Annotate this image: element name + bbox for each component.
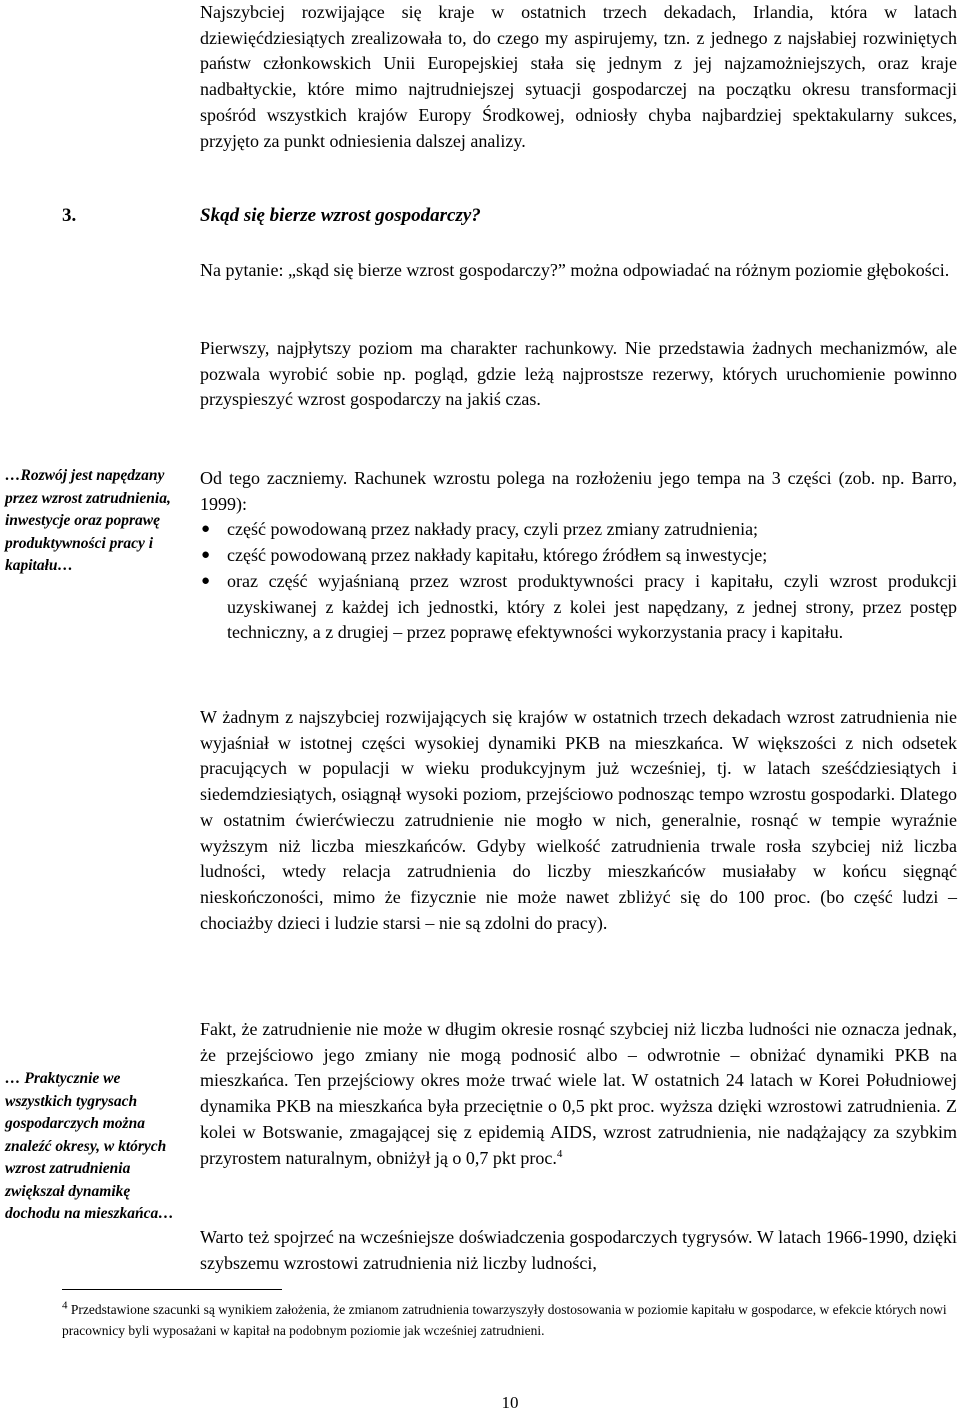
fact-text: Fakt, że zatrudnienie nie może w długim okresie rosnąć szybciej niż liczba ludności nie oznacza jednak, że przejściowo jego zmiany nie mogą podnosić albo – odwrotnie – obniżać dynamiki PKB na mieszkańca. Ten przejściowy okres może trwać wiele lat. W ostatnich 24 latach w Korei Południowej dynamika PKB na mieszkańca była przeciętnie o 0,5 pkt proc. wyższa dzięki wzrostowi zatrudnienia. Z kolei w Botswanie, zmagającej się z epidemią AIDS, wzrost zatrudnienia, nie nadążający za szybkim przyrostem naturalnym, obniżył ją o 0,7 pkt proc.: [200, 1019, 957, 1168]
tigers-paragraph: [200, 1225, 957, 1276]
question-paragraph: [200, 258, 957, 284]
components-list: [200, 517, 957, 646]
growth-accounting-paragraph: [200, 466, 957, 646]
fact-paragraph-body: [200, 1017, 957, 1171]
question-text: Na pytanie: „skąd się bierze wzrost gospodarczy?” można odpowiadać na różnym poziomie głębokości.: [200, 260, 950, 280]
employment-paragraph: [200, 705, 957, 936]
bullet-icon: ●: [201, 521, 211, 538]
list-item-text: część powodowaną przez nakłady pracy, czyli przez zmiany zatrudnienia;: [227, 519, 759, 540]
margin-note: …Rozwój jest napędzany przez wzrost zatrudnienia, inwestycje oraz poprawę produktywności pracy i kapitału…: [5, 467, 171, 574]
footnote-divider: [62, 1289, 282, 1290]
fact-paragraph: [200, 1017, 957, 1171]
first-level-text: Pierwszy, najpłytszy poziom ma charakter rachunkowy. Nie przedstawia żadnych mechanizmów, ale pozwala wyrobić sobie np. pogląd, gdzie leżą najprostsze rezerwy, których uruchomienie powinno przyspieszyć wzrost gospodarczy na jakiś czas.: [200, 338, 957, 410]
section-heading: [62, 203, 481, 229]
section-title: Skąd się bierze wzrost gospodarczy?: [200, 205, 481, 226]
growth-accounting-text: Od tego zaczniemy. Rachunek wzrostu polega na rozłożeniu jego tempa na 3 części (zob. np. Barro, 1999):: [200, 468, 957, 514]
list-item-text: część powodowaną przez nakłady kapitału, którego źródłem są inwestycje;: [227, 545, 768, 566]
intro-paragraph: [200, 0, 957, 154]
section-number: 3.: [62, 205, 77, 226]
list-item: [200, 517, 957, 543]
footnote: [62, 1300, 957, 1341]
footnote-number: 4: [62, 1299, 68, 1312]
footnote-text: Przedstawione szacunki są wynikiem założenia, że zmianom zatrudnienia towarzyszyły dostosowania w poziomie kapitału w gospodarce, w efekcie których nowi pracownicy byli wyposażani w kapitał na podobnym poziomie jak wcześniej zatrudnieni.: [62, 1302, 947, 1338]
first-level-paragraph: [200, 336, 957, 413]
bullet-icon: ●: [201, 547, 211, 564]
margin-note: … Praktycznie we wszystkich tygrysach gospodarczych można znaleźć okresy, w których wzrost zatrudnienia zwiększał dynamikę dochodu na mieszkańca…: [5, 1070, 174, 1222]
list-item: [200, 569, 957, 646]
intro-text: Najszybciej rozwijające się kraje w ostatnich trzech dekadach, Irlandia, która w latach dziewięćdziesiątych zrealizowała to, do czego my aspirujemy, tzn. z jednego z najsłabiej rozwiniętych państw członkowskich Unii Europejskiej stała się jednym z jej najzamożniejszych, oraz kraje nadbałtyckie, które mimo najtrudniejszej sytuacji gospodarczej na początku okresu transformacji spośród wszystkich krajów Europy Środkowej, odniosły chyba najbardziej spektakularny sukces, przyjęto za punkt odniesienia dalszej analizy.: [200, 2, 957, 151]
list-item-text: oraz część wyjaśnianą przez wzrost produktywności pracy i kapitału, czyli wzrost produkcji uzyskiwanej z każdej ich jednostki, który z kolei jest napędzany, z jednej strony, przez postęp techniczny, a z drugiej – przez poprawę efektywności wykorzystania pracy i kapitału.: [227, 570, 957, 643]
bullet-icon: ●: [201, 572, 211, 589]
employment-text: W żadnym z najszybciej rozwijających się krajów w ostatnich trzech dekadach wzrost zatrudnienia nie wyjaśniał w istotnej części wysokiej dynamiki PKB na mieszkańca. W większości z nich odsetek pracujących w populacji w wieku produkcyjnym już wcześniej, tj. w latach sześćdziesiątych i siedemdziesiątych, osiągnął wysoki poziom, przejściowo podnosząc tempo wzrostu gospodarki. Dlatego w ostatnim ćwierćwieczu zatrudnienie nie mogło w nich, generalnie, rosnąć w tempie wyraźnie wyższym niż liczba mieszkańców. Gdyby wielkość zatrudnienia trwale rosła szybciej niż liczba ludności, wtedy relacja zatrudnienia do liczby mieszkańców musiałaby w końcu sięgnąć nieskończoności, mimo że fizycznie nie może nawet zbliżyć się do 100 proc. (bo część ludzi – chociażby dzieci i ludzie starsi – nie są zdolni do pracy).: [200, 707, 957, 933]
footnote-reference[interactable]: 4: [556, 1147, 563, 1160]
tigers-text: Warto też spojrzeć na wcześniejsze doświadczenia gospodarczych tygrysów. W latach 1966-1990, dzięki szybszemu wzrostowi zatrudnienia niż liczby ludności,: [200, 1227, 957, 1273]
page-number: 10: [501, 1393, 519, 1412]
list-item: [200, 543, 957, 569]
